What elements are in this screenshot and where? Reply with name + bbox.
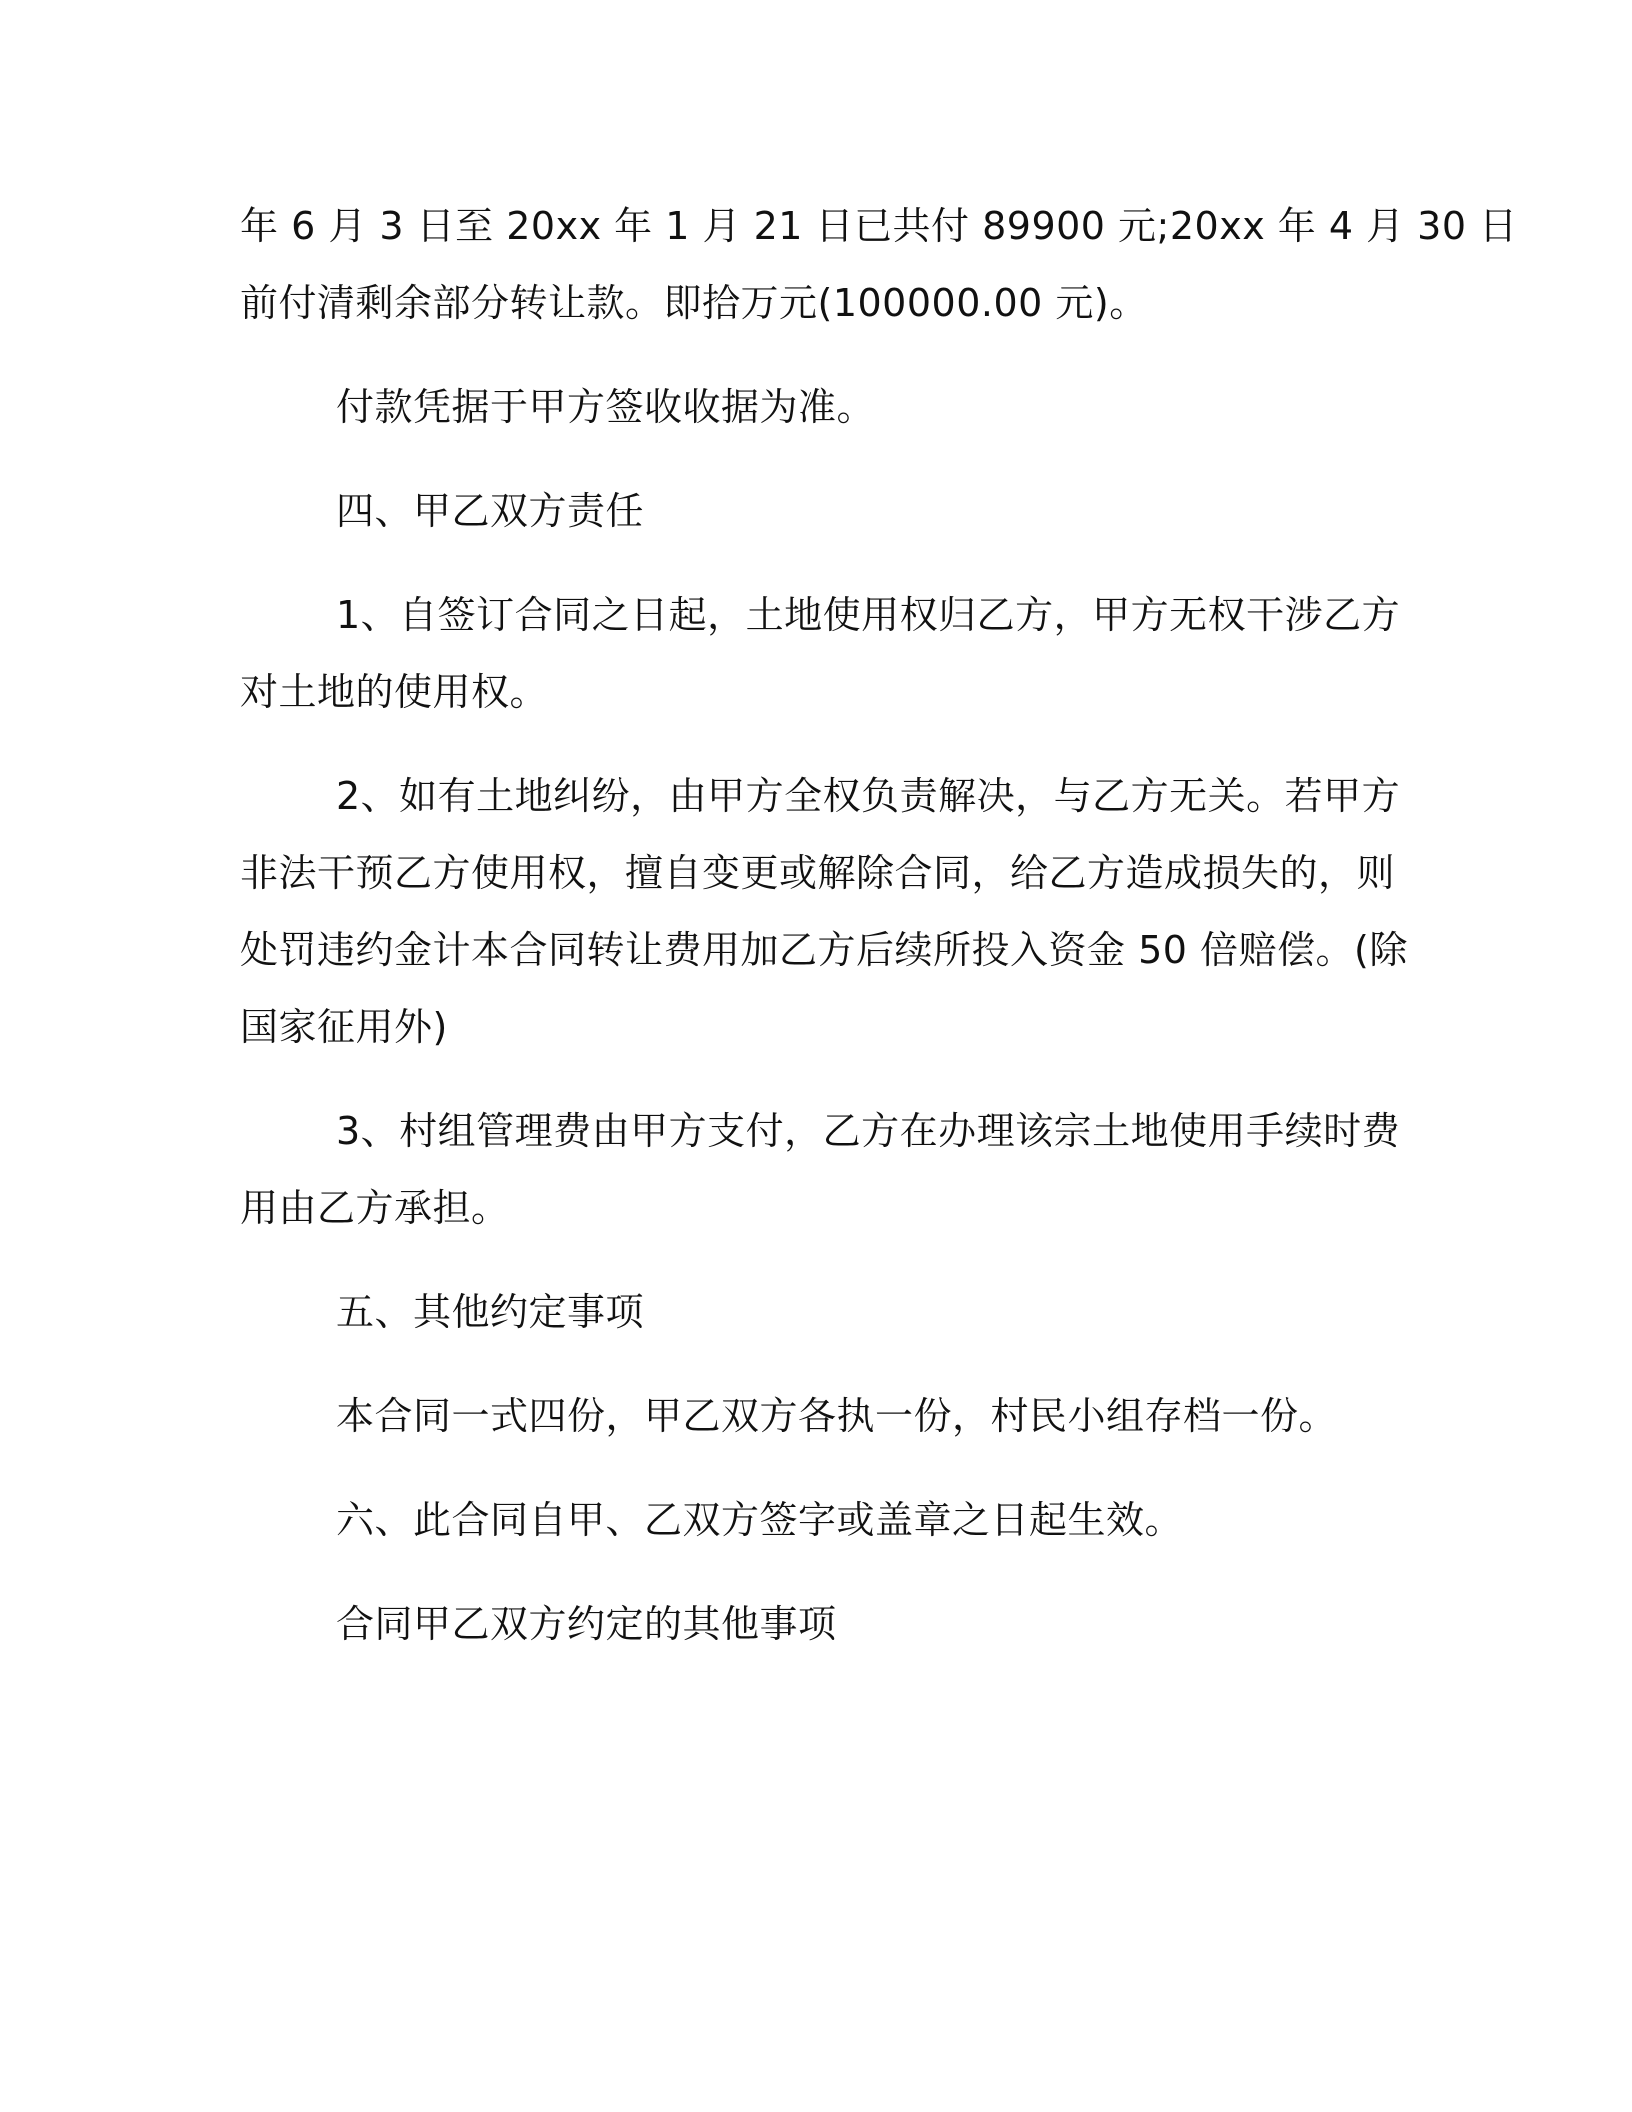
paragraph-payment-proof — [240, 369, 1368, 446]
clause-4-1 — [240, 577, 1401, 731]
heading-text: 四、甲乙双方责任 — [336, 489, 645, 533]
text-line: 前付清剩余部分转让款。即拾万元(100000.00 元)。 — [240, 281, 1148, 325]
text-line: 3、村组管理费由甲方支付，乙方在办理该宗土地使用手续时费 — [336, 1109, 1401, 1153]
text-line: 对土地的使用权。 — [240, 670, 549, 714]
text-line: 1、自签订合同之日起，土地使用权归乙方，甲方无权干涉乙方 — [336, 593, 1401, 637]
text-line: 付款凭据于甲方签收收据为准。 — [336, 385, 876, 429]
text-line: 国家征用外) — [240, 1005, 448, 1049]
clause-4-3 — [240, 1093, 1401, 1247]
text-line: 非法干预乙方使用权，擅自变更或解除合同，给乙方造成损失的，则 — [240, 851, 1396, 895]
clause-4-2 — [240, 758, 1408, 1066]
text-line: 本合同一式四份，甲乙双方各执一份，村民小组存档一份。 — [336, 1394, 1338, 1438]
contract-body — [240, 188, 1518, 1663]
section-six — [240, 1482, 1368, 1559]
paragraph-payment-schedule — [240, 188, 1518, 342]
text-line: 合同甲乙双方约定的其他事项 — [336, 1602, 837, 1646]
other-matters — [240, 1586, 1368, 1663]
text-line: 处罚违约金计本合同转让费用加乙方后续所投入资金 50 倍赔偿。(除 — [240, 928, 1408, 972]
text-line: 2、如有土地纠纷，由甲方全权负责解决，与乙方无关。若甲方 — [336, 774, 1401, 818]
copies-clause — [240, 1378, 1368, 1455]
heading-text: 五、其他约定事项 — [336, 1290, 645, 1334]
text-line: 六、此合同自甲、乙双方签字或盖章之日起生效。 — [336, 1498, 1184, 1542]
section-four-heading — [240, 473, 1368, 550]
text-line: 用由乙方承担。 — [240, 1186, 510, 1230]
section-five-heading — [240, 1274, 1368, 1351]
text-line: 年 6 月 3 日至 20xx 年 1 月 21 日已共付 89900 元;20xx 年 4 月 30 日 — [240, 204, 1518, 248]
